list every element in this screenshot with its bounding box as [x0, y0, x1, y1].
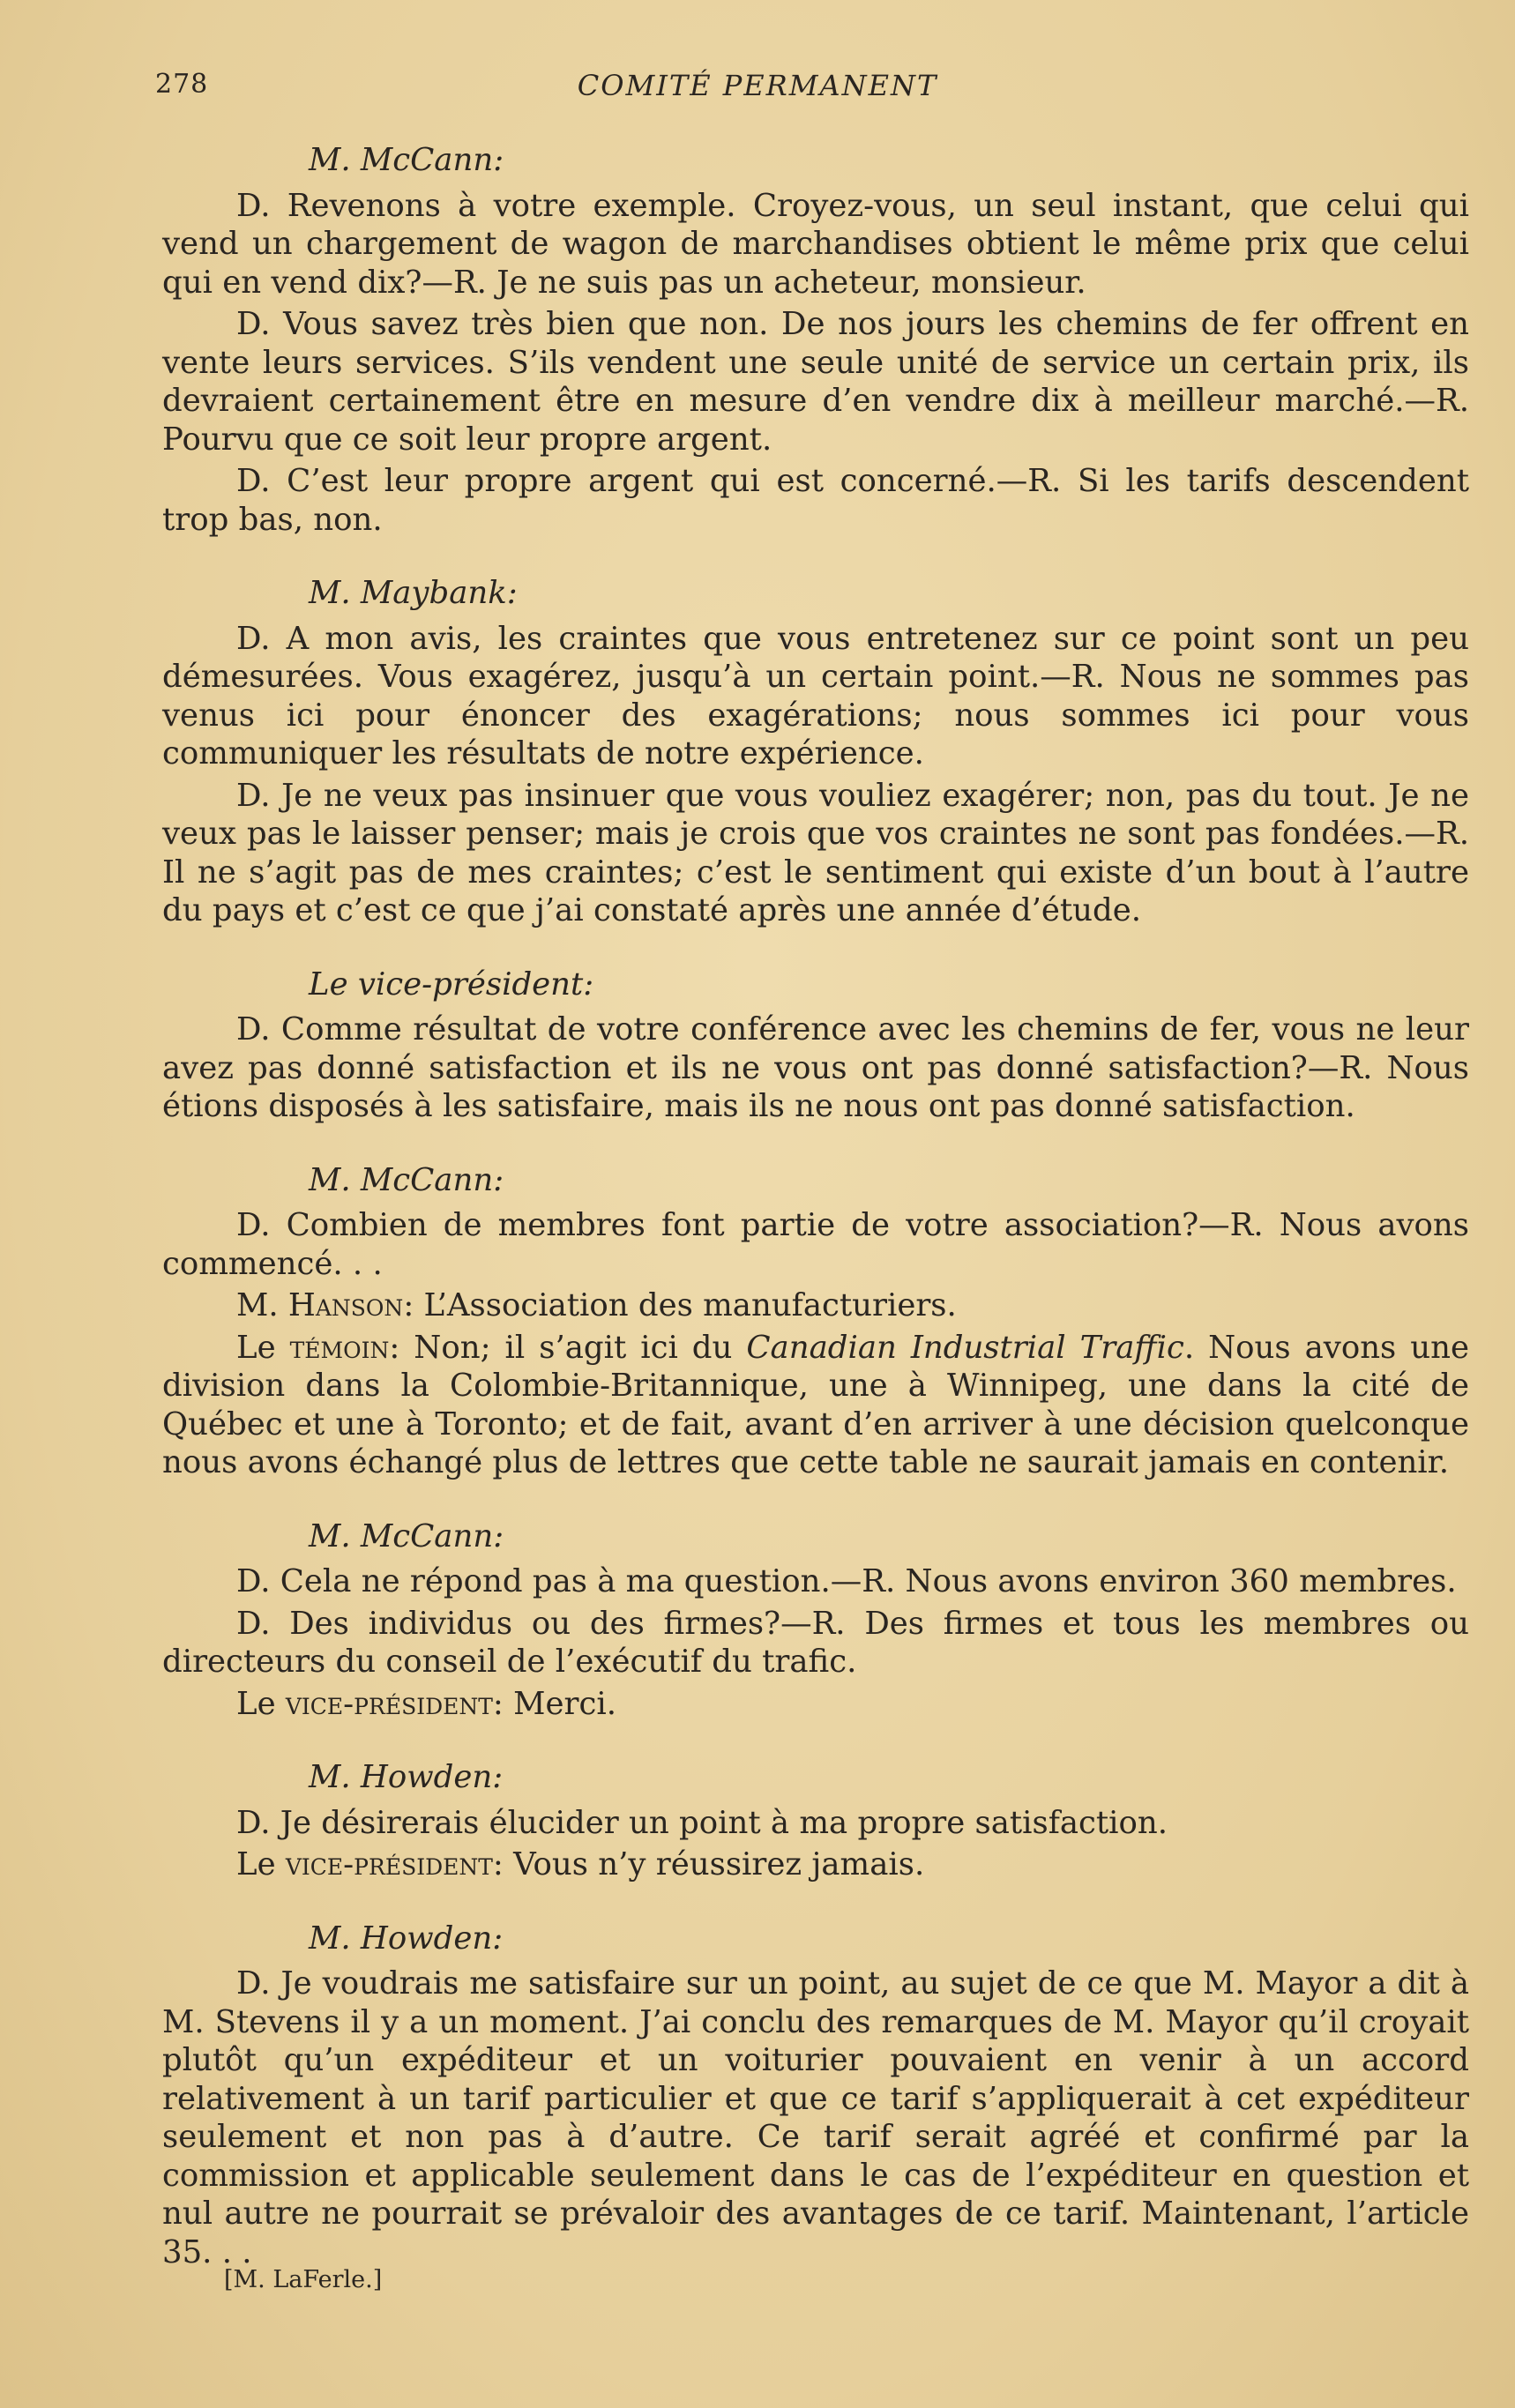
page-number: 278	[155, 69, 209, 100]
paragraph	[162, 1845, 1469, 1884]
speaker-heading: Le vice-président:	[309, 965, 594, 1003]
speaker-heading: M. McCann:	[309, 1517, 504, 1554]
paragraph	[162, 1562, 1469, 1601]
text-span: D. A mon avis, les craintes que vous entretenez sur ce point sont un peu démesurées. Vous exagérez, jusqu’à un certain point.—R. Nous ne sommes pas venus ici pour énoncer des exagérations; nous sommes ici pour vous communiquer les résultats de notre expérience.	[162, 620, 1469, 772]
speaker-heading: M. McCann:	[309, 1161, 504, 1198]
paragraph	[162, 187, 1469, 302]
text-span: D. Je ne veux pas insinuer que vous vouliez exagérer; non, pas du tout. Je ne veux pas le laisser penser; mais je crois que vos craintes ne sont pas fondées.—R. Il ne s’agit pas de mes craintes; c’est le sentiment qui existe d’un bout à l’autre du pays et c’est ce que j’ai constaté après une année d’étude.	[162, 777, 1469, 928]
text-span: Le	[236, 1846, 286, 1882]
footer-reference: [M. LaFerle.]	[224, 2266, 383, 2293]
text-span: : Merci.	[492, 1685, 617, 1722]
text-span: vice-président	[285, 1685, 493, 1722]
text-span: Le	[236, 1329, 290, 1366]
paragraph	[162, 1605, 1469, 1681]
paragraph	[162, 1010, 1469, 1126]
text-span: D. Vous savez très bien que non. De nos jours les chemins de fer offrent en vente leurs services. S’ils vendent une seule unité de service un certain prix, ils devraient certainement être en mesure d’en vendre dix à meilleur marché.—R. Pourvu que ce soit leur propre argent.	[162, 306, 1469, 458]
paragraph	[162, 1685, 1469, 1724]
paragraph	[162, 777, 1469, 930]
paragraph	[162, 1286, 1469, 1325]
transcript-body	[162, 141, 1469, 2275]
text-span: D. Revenons à votre exemple. Croyez-vous, un seul instant, que celui qui vend un chargement de wagon de marchandises obtient le même prix que celui qui en vend dix?—R. Je ne suis pas un acheteur, monsieur.	[162, 187, 1469, 301]
text-span: D. Des individus ou des firmes?—R. Des firmes et tous les membres ou directeurs du conseil de l’exécutif du trafic.	[162, 1605, 1469, 1680]
running-title: COMITÉ PERMANENT	[577, 69, 938, 102]
paragraph	[162, 305, 1469, 458]
speaker-heading: M. McCann:	[309, 142, 504, 178]
text-span: : Non; il s’agit ici du	[389, 1329, 747, 1366]
text-span: vice-président	[285, 1846, 493, 1882]
text-span: Hanson	[287, 1287, 404, 1323]
paragraph	[162, 1804, 1469, 1843]
text-span: D. Comme résultat de votre conférence avec les chemins de fer, vous ne leur avez pas donné satisfaction et ils ne vous ont pas donné satisfaction?—R. Nous étions disposés à les satisfaire, mais ils ne nous ont pas donné satisfaction.	[162, 1011, 1469, 1124]
speaker-heading: M. Howden:	[309, 1759, 504, 1795]
text-span: . Nous avons une division dans la Colombie-Britannique, une à Winnipeg, une dans la cité de Québec et une à Toronto; et de fait, avant d’en arriver à une décision quelconque nous avons échangé plus de lettres que cette table ne saurait jamais en contenir.	[162, 1329, 1469, 1480]
text-span: D. Je désirerais élucider un point à ma propre satisfaction.	[236, 1804, 1168, 1841]
speaker-heading: M. Howden:	[309, 1920, 504, 1957]
paragraph	[162, 620, 1469, 773]
text-span: D. Je voudrais me satisfaire sur un point, au sujet de ce que M. Mayor a dit à M. Stevens il y a un moment. J’ai conclu des remarques de M. Mayor qu’il croyait plutôt qu’un expéditeur et un voiturier pouvaient en venir à un accord relativement à un tarif particulier et que ce tarif s’appliquerait à cet expéditeur seulement et non pas à d’autre. Ce tarif serait agréé et confirmé par la commission et applicable seulement dans le cas de l’expéditeur en question et nul autre ne pourrait se prévaloir des avantages de ce tarif. Maintenant, l’article 35. . .	[162, 1965, 1469, 2270]
text-span: témoin	[289, 1329, 390, 1366]
text-span: : Vous n’y réussirez jamais.	[492, 1846, 925, 1882]
speaker-heading: M. Maybank:	[309, 575, 518, 611]
paragraph	[162, 462, 1469, 539]
text-span: D. C’est leur propre argent qui est concerné.—R. Si les tarifs descendent trop bas, non.	[162, 463, 1469, 538]
text-span: Canadian Industrial Traffic	[746, 1329, 1184, 1366]
paragraph	[162, 1206, 1469, 1283]
paragraph	[162, 1964, 1469, 2271]
text-span: Le	[236, 1685, 286, 1722]
page-header	[155, 69, 1360, 113]
paragraph	[162, 1329, 1469, 1482]
text-span: D. Combien de membres font partie de votre association?—R. Nous avons commencé. . .	[162, 1207, 1469, 1282]
text-span: : L’Association des manufacturiers.	[403, 1287, 957, 1323]
text-span: D. Cela ne répond pas à ma question.—R. Nous avons environ 360 membres.	[236, 1563, 1457, 1599]
text-span: M.	[236, 1287, 288, 1323]
